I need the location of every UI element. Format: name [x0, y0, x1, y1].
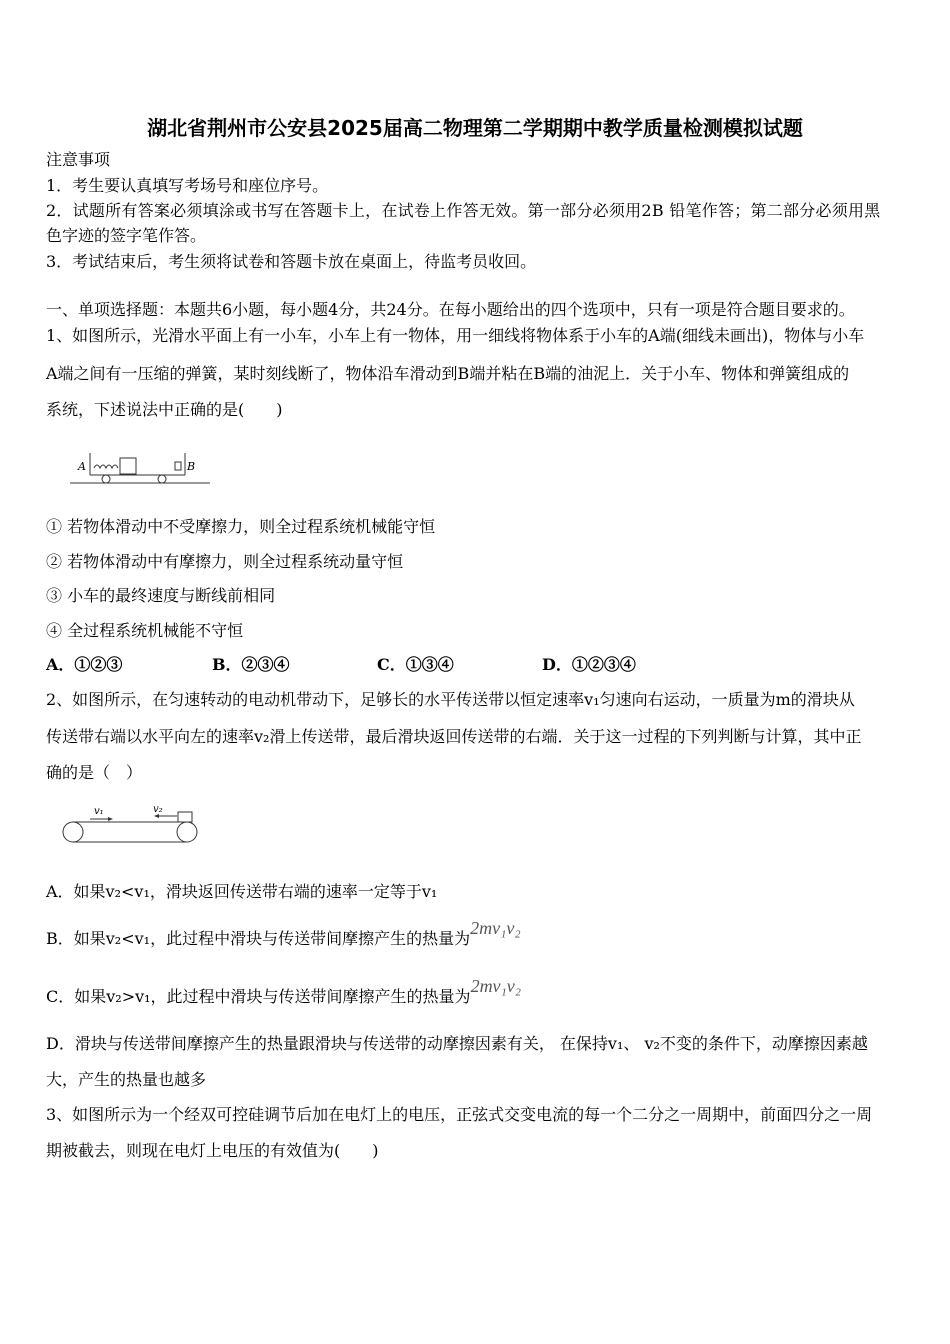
- option-text: C．如果v₂>v₁，此过程中滑块与传送带间摩擦产生的热量为: [46, 987, 471, 1006]
- statement: ② 若物体滑动中有摩擦力，则全过程系统动量守恒: [46, 552, 404, 571]
- formula: 2mv₁v₂: [470, 918, 521, 938]
- q2-text: 传送带右端以水平向左的速率v₂滑上传送带，最后滑块返回传送带的右端．关于这一过程的下列判断与计算，其中正: [46, 727, 862, 746]
- q2-text: 2、如图所示，在匀速转动的电动机带动下，足够长的水平传送带以恒定速率v₁匀速向右运动，一质量为m的滑块从: [46, 690, 855, 709]
- option-c: C．①③④: [377, 655, 454, 674]
- label-v1: v₁: [94, 806, 104, 817]
- notice-item: 色字迹的签字笔作答。: [46, 226, 207, 245]
- conveyor-diagram: [60, 802, 205, 847]
- label-a: A: [78, 460, 86, 473]
- statement: ④ 全过程系统机械能不守恒: [46, 621, 244, 640]
- q3-text: 3、如图所示为一个经双可控硅调节后加在电灯上的电压，正弦式交变电流的每一个二分之一周期中，前面四分之一周: [46, 1105, 873, 1124]
- notice-heading: 注意事项: [46, 150, 111, 169]
- section-heading: 一、单项选择题：本题共6小题，每小题4分，共24分。在每小题给出的四个选项中，只有一项是符合题目要求的。: [46, 300, 855, 319]
- option-a: A．①②③: [46, 655, 123, 674]
- notice-item: 1．考生要认真填写考场号和座位序号。: [46, 176, 329, 195]
- q2-option-d: D．滑块与传送带间摩擦产生的热量跟滑块与传送带的动摩擦因素有关， 在保持v₁、 v₂不变的条件下，动摩擦因素越: [46, 1034, 868, 1053]
- q2-option-b: [46, 918, 521, 949]
- formula: 2mv₁v₂: [470, 976, 522, 996]
- label-v2: v₂: [153, 804, 163, 815]
- option-d: D．①②③④: [542, 655, 636, 674]
- q1-text: A端之间有一压缩的弹簧，某时刻线断了，物体沿车滑动到B端并粘在B端的油泥上．关于小车、物体和弹簧组成的: [46, 364, 850, 383]
- q2-option-c: [46, 976, 522, 1007]
- statement: ① 若物体滑动中不受摩擦力，则全过程系统机械能守恒: [46, 517, 436, 536]
- option-text: B．如果v₂<v₁，此过程中滑块与传送带间摩擦产生的热量为: [46, 929, 471, 948]
- option-b: B．②③④: [212, 655, 290, 674]
- notice-item: 2．试题所有答案必须填涂或书写在答题卡上，在试卷上作答无效。第一部分必须用2B 铅笔作答；第二部分必须用黑: [46, 201, 881, 220]
- page-title: 湖北省荆州市公安县2025届高二物理第二学期期中教学质量检测模拟试题: [147, 116, 803, 140]
- q1-text: 1、如图所示，光滑水平面上有一小车，小车上有一物体，用一细线将物体系于小车的A端(细线未画出)，物体与小车: [46, 326, 865, 345]
- statement: ③ 小车的最终速度与断线前相同: [46, 586, 276, 605]
- label-b: B: [187, 460, 196, 473]
- q2-option-a: A．如果v₂<v₁，滑块返回传送带右端的速率一定等于v₁: [46, 882, 438, 901]
- q2-option-d-cont: 大，产生的热量也越多: [46, 1070, 207, 1089]
- notice-item: 3．考试结束后，考生须将试卷和答题卡放在桌面上，待监考员收回。: [46, 252, 537, 271]
- q1-text: 系统，下述说法中正确的是( ): [46, 400, 283, 419]
- cart-diagram: [70, 450, 220, 490]
- q3-text: 期被截去，则现在电灯上电压的有效值为( ): [46, 1141, 379, 1160]
- q2-text: 确的是（ ）: [46, 763, 143, 782]
